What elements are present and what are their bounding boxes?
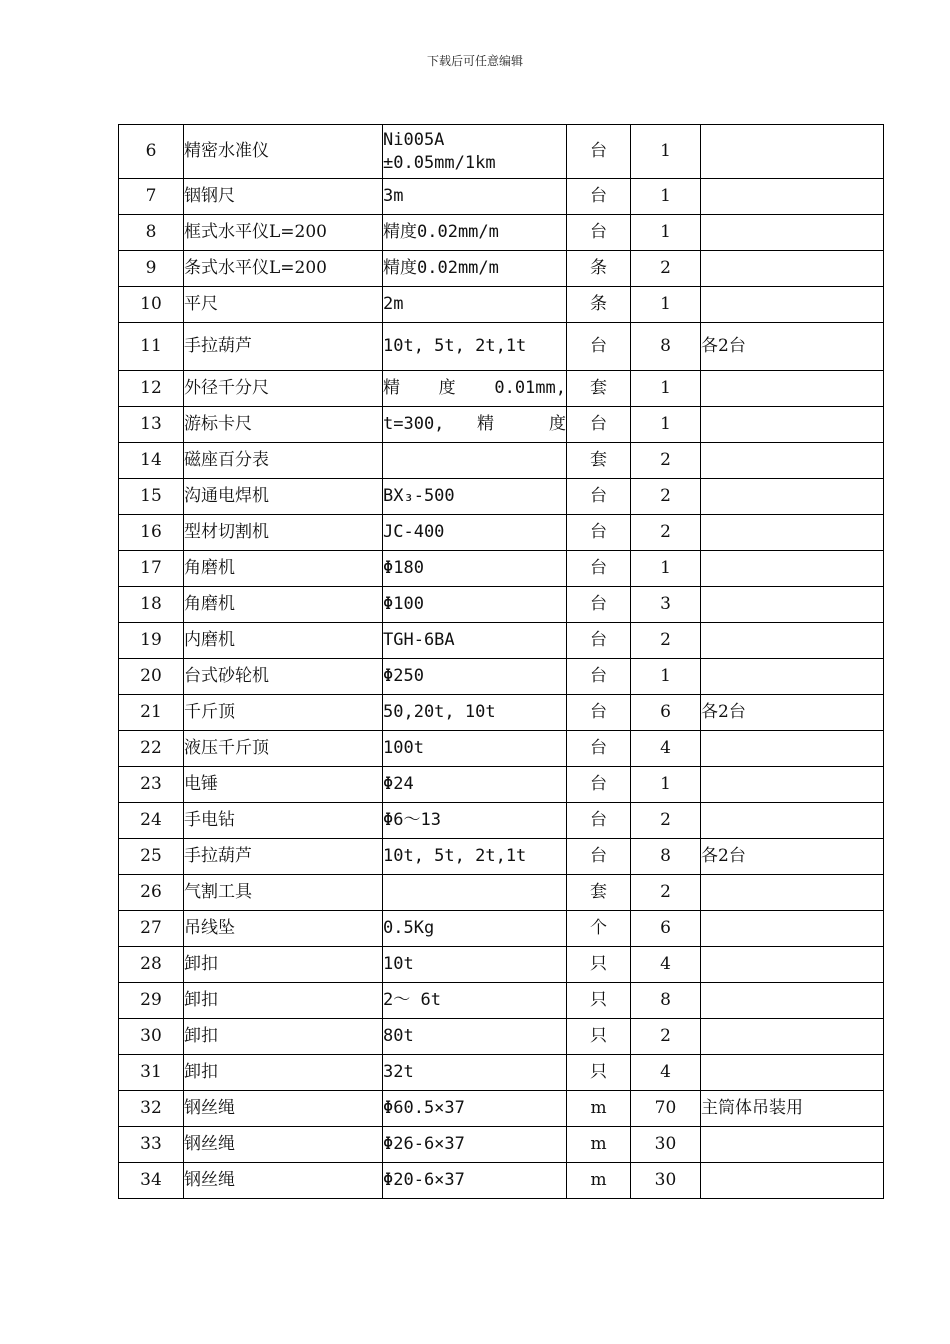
- table-row: [119, 587, 884, 623]
- cell-qty: 4: [631, 731, 701, 767]
- cell-spec-text: 2m: [383, 294, 404, 315]
- cell-qty: 1: [631, 407, 701, 443]
- cell-spec: [383, 1127, 567, 1163]
- cell-unit: 台: [567, 767, 631, 803]
- cell-unit: 只: [567, 983, 631, 1019]
- table-row: [119, 407, 884, 443]
- cell-unit: 套: [567, 875, 631, 911]
- cell-unit: 台: [567, 179, 631, 215]
- cell-spec-text: Ni005A ±0.05mm/1km: [383, 129, 496, 173]
- cell-spec: [383, 659, 567, 695]
- cell-spec-text: JC-400: [383, 522, 445, 543]
- cell-spec: [383, 1019, 567, 1055]
- cell-spec-text: Φ26-6×37: [383, 1134, 465, 1155]
- cell-spec: [383, 287, 567, 323]
- cell-no: 25: [119, 839, 184, 875]
- table-row: [119, 839, 884, 875]
- cell-no: 24: [119, 803, 184, 839]
- cell-qty: 30: [631, 1127, 701, 1163]
- cell-spec: [383, 839, 567, 875]
- cell-qty: 6: [631, 911, 701, 947]
- cell-name: 游标卡尺: [184, 407, 383, 443]
- cell-name: 角磨机: [184, 587, 383, 623]
- cell-unit: 台: [567, 623, 631, 659]
- cell-note: [701, 287, 884, 323]
- cell-no: 23: [119, 767, 184, 803]
- cell-spec: [383, 731, 567, 767]
- cell-spec-text: Φ20-6×37: [383, 1170, 465, 1191]
- cell-note: [701, 875, 884, 911]
- cell-note: [701, 179, 884, 215]
- cell-spec: [383, 1055, 567, 1091]
- cell-spec-text: 50,20t, 10t: [383, 702, 496, 723]
- cell-spec: [383, 251, 567, 287]
- cell-name: 气割工具: [184, 875, 383, 911]
- cell-unit: 台: [567, 731, 631, 767]
- cell-name: 精密水准仪: [184, 125, 383, 179]
- cell-spec: [383, 215, 567, 251]
- cell-no: 21: [119, 695, 184, 731]
- cell-unit: 台: [567, 125, 631, 179]
- cell-qty: 1: [631, 659, 701, 695]
- cell-spec-text: t=300, 精 度: [383, 413, 566, 434]
- cell-name: 磁座百分表: [184, 443, 383, 479]
- cell-note: [701, 1055, 884, 1091]
- table-row: [119, 287, 884, 323]
- cell-spec: [383, 587, 567, 623]
- cell-spec: [383, 515, 567, 551]
- cell-name: 卸扣: [184, 983, 383, 1019]
- cell-spec-text: 精度0.02mm/m: [383, 222, 499, 243]
- cell-note: 各2台: [701, 323, 884, 371]
- table-row: [119, 1127, 884, 1163]
- cell-note: [701, 215, 884, 251]
- cell-spec-text: 10t, 5t, 2t,1t: [383, 846, 527, 867]
- cell-spec: [383, 767, 567, 803]
- cell-no: 11: [119, 323, 184, 371]
- cell-name: 内磨机: [184, 623, 383, 659]
- cell-unit: 台: [567, 323, 631, 371]
- equipment-table-body: [119, 125, 884, 1199]
- cell-spec-text: Φ100: [383, 594, 424, 615]
- cell-unit: 台: [567, 695, 631, 731]
- cell-qty: 2: [631, 803, 701, 839]
- cell-no: 27: [119, 911, 184, 947]
- cell-name: 卸扣: [184, 947, 383, 983]
- cell-no: 15: [119, 479, 184, 515]
- cell-spec: [383, 803, 567, 839]
- cell-unit: 条: [567, 251, 631, 287]
- cell-qty: 4: [631, 947, 701, 983]
- cell-spec: [383, 983, 567, 1019]
- cell-name: 钢丝绳: [184, 1163, 383, 1199]
- cell-note: [701, 1019, 884, 1055]
- cell-unit: 只: [567, 1055, 631, 1091]
- cell-note: [701, 587, 884, 623]
- cell-name: 铟钢尺: [184, 179, 383, 215]
- cell-qty: 1: [631, 767, 701, 803]
- table-row: [119, 443, 884, 479]
- cell-qty: 2: [631, 875, 701, 911]
- table-row: [119, 1091, 884, 1127]
- cell-name: 卸扣: [184, 1019, 383, 1055]
- cell-spec: [383, 125, 567, 179]
- table-row: [119, 215, 884, 251]
- cell-note: [701, 371, 884, 407]
- cell-note: [701, 803, 884, 839]
- cell-spec: [383, 179, 567, 215]
- equipment-table: [118, 124, 884, 1199]
- table-row: [119, 983, 884, 1019]
- cell-note: [701, 1127, 884, 1163]
- cell-no: 17: [119, 551, 184, 587]
- cell-qty: 1: [631, 179, 701, 215]
- cell-unit: 台: [567, 551, 631, 587]
- cell-note: [701, 479, 884, 515]
- cell-unit: 套: [567, 371, 631, 407]
- cell-spec-text: 32t: [383, 1062, 414, 1083]
- cell-spec-text: TGH-6BA: [383, 630, 455, 651]
- cell-unit: 台: [567, 407, 631, 443]
- cell-unit: 条: [567, 287, 631, 323]
- cell-qty: 2: [631, 515, 701, 551]
- cell-no: 28: [119, 947, 184, 983]
- cell-name: 框式水平仪L=200: [184, 215, 383, 251]
- cell-unit: 台: [567, 215, 631, 251]
- cell-name: 手拉葫芦: [184, 839, 383, 875]
- cell-qty: 2: [631, 251, 701, 287]
- cell-name: 平尺: [184, 287, 383, 323]
- cell-name: 型材切割机: [184, 515, 383, 551]
- table-row: [119, 695, 884, 731]
- cell-note: [701, 1163, 884, 1199]
- cell-no: 31: [119, 1055, 184, 1091]
- cell-name: 吊线坠: [184, 911, 383, 947]
- table-row: [119, 323, 884, 371]
- table-row: [119, 803, 884, 839]
- cell-unit: 套: [567, 443, 631, 479]
- cell-no: 33: [119, 1127, 184, 1163]
- cell-qty: 30: [631, 1163, 701, 1199]
- cell-unit: 台: [567, 587, 631, 623]
- cell-spec-text: Φ180: [383, 558, 424, 579]
- cell-note: 各2台: [701, 839, 884, 875]
- cell-name: 液压千斤顶: [184, 731, 383, 767]
- cell-no: 16: [119, 515, 184, 551]
- cell-note: 主筒体吊装用: [701, 1091, 884, 1127]
- cell-spec: [383, 695, 567, 731]
- table-row: [119, 251, 884, 287]
- cell-qty: 2: [631, 443, 701, 479]
- cell-note: [701, 251, 884, 287]
- cell-no: 8: [119, 215, 184, 251]
- cell-spec: [383, 1163, 567, 1199]
- cell-spec: [383, 551, 567, 587]
- table-row: [119, 1163, 884, 1199]
- cell-unit: 台: [567, 803, 631, 839]
- cell-qty: 1: [631, 125, 701, 179]
- cell-spec-text: 0.5Kg: [383, 918, 435, 939]
- cell-unit: 台: [567, 659, 631, 695]
- cell-qty: 1: [631, 287, 701, 323]
- cell-spec-text: BX₃-500: [383, 486, 455, 507]
- cell-spec-text: 10t, 5t, 2t,1t: [383, 336, 527, 357]
- table-row: [119, 479, 884, 515]
- table-row: [119, 659, 884, 695]
- cell-note: [701, 515, 884, 551]
- cell-name: 钢丝绳: [184, 1127, 383, 1163]
- cell-qty: 2: [631, 623, 701, 659]
- cell-name: 条式水平仪L=200: [184, 251, 383, 287]
- cell-no: 22: [119, 731, 184, 767]
- cell-spec: [383, 443, 567, 479]
- table-row: [119, 179, 884, 215]
- cell-no: 7: [119, 179, 184, 215]
- table-row: [119, 1019, 884, 1055]
- cell-spec-text: Φ60.5×37: [383, 1098, 465, 1119]
- cell-spec-text: 80t: [383, 1026, 414, 1047]
- cell-name: 角磨机: [184, 551, 383, 587]
- cell-spec-text: Φ6～13: [383, 810, 441, 831]
- cell-name: 卸扣: [184, 1055, 383, 1091]
- cell-no: 19: [119, 623, 184, 659]
- cell-note: [701, 767, 884, 803]
- table-row: [119, 731, 884, 767]
- cell-unit: m: [567, 1163, 631, 1199]
- cell-spec: [383, 371, 567, 407]
- cell-unit: 个: [567, 911, 631, 947]
- cell-spec-text: Φ24: [383, 774, 414, 795]
- cell-no: 26: [119, 875, 184, 911]
- cell-no: 13: [119, 407, 184, 443]
- cell-no: 18: [119, 587, 184, 623]
- cell-qty: 1: [631, 371, 701, 407]
- cell-no: 32: [119, 1091, 184, 1127]
- cell-note: [701, 911, 884, 947]
- cell-spec: [383, 875, 567, 911]
- cell-qty: 8: [631, 983, 701, 1019]
- cell-unit: 台: [567, 839, 631, 875]
- cell-spec: [383, 911, 567, 947]
- cell-name: 手拉葫芦: [184, 323, 383, 371]
- cell-no: 20: [119, 659, 184, 695]
- cell-name: 手电钻: [184, 803, 383, 839]
- cell-spec-text: 精 度 0.01mm,: [383, 377, 566, 398]
- cell-note: [701, 623, 884, 659]
- cell-spec-text: 3m: [383, 186, 404, 207]
- table-row: [119, 623, 884, 659]
- cell-qty: 2: [631, 479, 701, 515]
- cell-spec: [383, 323, 567, 371]
- table-row: [119, 767, 884, 803]
- table-row: [119, 911, 884, 947]
- table-row: [119, 1055, 884, 1091]
- table-row: [119, 551, 884, 587]
- cell-note: [701, 125, 884, 179]
- cell-spec: [383, 623, 567, 659]
- cell-name: 台式砂轮机: [184, 659, 383, 695]
- cell-spec-text: 10t: [383, 954, 414, 975]
- table-row: [119, 515, 884, 551]
- cell-unit: 台: [567, 479, 631, 515]
- cell-note: [701, 443, 884, 479]
- cell-spec-text: 2～ 6t: [383, 990, 441, 1011]
- cell-qty: 1: [631, 215, 701, 251]
- cell-note: [701, 947, 884, 983]
- cell-note: [701, 731, 884, 767]
- table-row: [119, 947, 884, 983]
- cell-no: 30: [119, 1019, 184, 1055]
- cell-name: 千斤顶: [184, 695, 383, 731]
- cell-qty: 6: [631, 695, 701, 731]
- cell-name: 电锤: [184, 767, 383, 803]
- cell-qty: 2: [631, 1019, 701, 1055]
- cell-no: 6: [119, 125, 184, 179]
- cell-no: 14: [119, 443, 184, 479]
- cell-name: 沟通电焊机: [184, 479, 383, 515]
- cell-note: [701, 551, 884, 587]
- cell-spec: [383, 479, 567, 515]
- cell-unit: m: [567, 1091, 631, 1127]
- cell-qty: 8: [631, 323, 701, 371]
- cell-qty: 8: [631, 839, 701, 875]
- cell-no: 12: [119, 371, 184, 407]
- cell-qty: 3: [631, 587, 701, 623]
- cell-unit: 只: [567, 1019, 631, 1055]
- cell-spec: [383, 947, 567, 983]
- cell-note: 各2台: [701, 695, 884, 731]
- table-row: [119, 875, 884, 911]
- cell-spec-text: 精度0.02mm/m: [383, 258, 499, 279]
- table-row: [119, 371, 884, 407]
- cell-unit: m: [567, 1127, 631, 1163]
- cell-no: 10: [119, 287, 184, 323]
- cell-note: [701, 659, 884, 695]
- cell-qty: 1: [631, 551, 701, 587]
- cell-qty: 4: [631, 1055, 701, 1091]
- table-row: [119, 125, 884, 179]
- cell-name: 外径千分尺: [184, 371, 383, 407]
- cell-no: 34: [119, 1163, 184, 1199]
- cell-unit: 台: [567, 515, 631, 551]
- cell-spec-text: Φ250: [383, 666, 424, 687]
- page-header: 下载后可任意编辑: [426, 54, 523, 68]
- cell-spec: [383, 1091, 567, 1127]
- cell-name: 钢丝绳: [184, 1091, 383, 1127]
- cell-spec-text: 100t: [383, 738, 424, 759]
- cell-qty: 70: [631, 1091, 701, 1127]
- cell-unit: 只: [567, 947, 631, 983]
- cell-note: [701, 983, 884, 1019]
- cell-spec: [383, 407, 567, 443]
- cell-no: 29: [119, 983, 184, 1019]
- cell-no: 9: [119, 251, 184, 287]
- cell-note: [701, 407, 884, 443]
